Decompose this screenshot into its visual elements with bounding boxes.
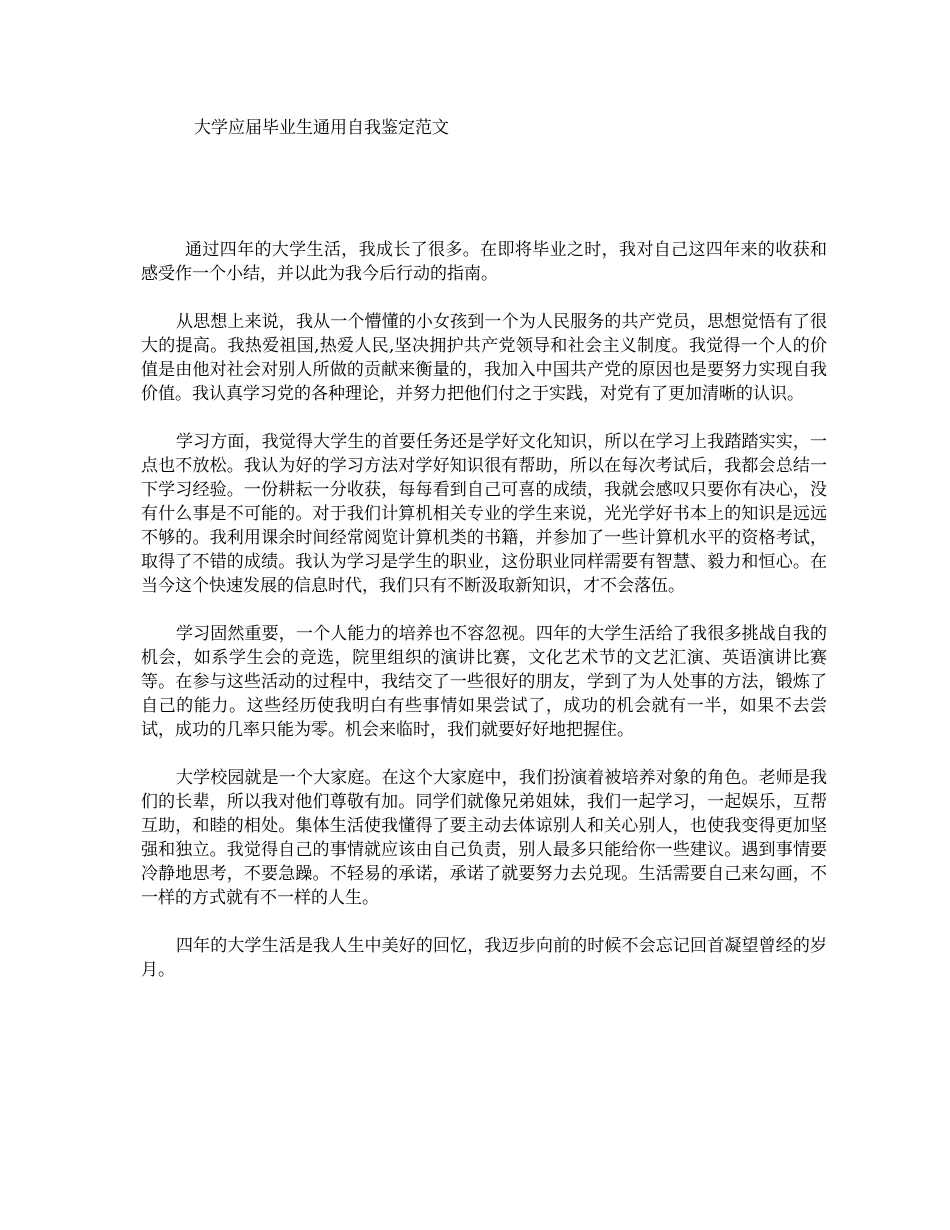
paragraph-intro: 通过四年的大学生活，我成长了很多。在即将毕业之时，我对自己这四年来的收获和感受作一个小结，并以此为我今后行动的指南。 — [141, 240, 827, 284]
paragraph-ability: 学习固然重要，一个人能力的培养也不容忽视。四年的大学生活给了我很多挑战自我的机会，如系学生会的竞选，院里组织的演讲比赛，文化艺术节的文艺汇演、英语演讲比赛等。在参与这些活动的过程中，我结交了一些很好的朋友，学到了为人处事的方法，锻炼了自己的能力。这些经历使我明白有些事情如果尝试了，成功的机会就有一半，如果不去尝试，成功的几率只能为零。机会来临时，我们就要好好地把握住。 — [141, 624, 827, 740]
paragraph-study: 学习方面，我觉得大学生的首要任务还是学好文化知识，所以在学习上我踏踏实实，一点也不放松。我认为好的学习方法对学好知识很有帮助，所以在每次考试后，我都会总结一下学习经验。一份耕耘一分收获，每每看到自己可喜的成绩，我就会感叹只要你有决心，没有什么事是不可能的。对于我们计算机相关专业的学生来说，光光学好书本上的知识是远远不够的。我利用课余时间经常阅览计算机类的书籍，并参加了一些计算机水平的资格考试，取得了不错的成绩。我认为学习是学生的职业，这份职业同样需要有智慧、毅力和恒心。在当今这个快速发展的信息时代，我们只有不断汲取新知识，才不会落伍。 — [141, 432, 827, 596]
paragraph-campus-life: 大学校园就是一个大家庭。在这个大家庭中，我们扮演着被培养对象的角色。老师是我们的长辈，所以我对他们尊敬有加。同学们就像兄弟姐妹，我们一起学习，一起娱乐，互帮互助，和睦的相处。集体生活使我懂得了要主动去体谅别人和关心别人，也使我变得更加坚强和独立。我觉得自己的事情就应该由自己负责，别人最多只能给你一些建议。遇到事情要冷静地思考，不要急躁。不轻易的承诺，承诺了就要努力去兑现。生活需要自己来勾画，不一样的方式就有不一样的人生。 — [141, 768, 827, 908]
document-body — [141, 238, 827, 1006]
paragraph-conclusion: 四年的大学生活是我人生中美好的回忆，我迈步向前的时候不会忘记回首凝望曾经的岁月。 — [141, 936, 827, 980]
paragraph-ideology: 从思想上来说，我从一个懵懂的小女孩到一个为人民服务的共产党员，思想觉悟有了很大的提高。我热爱祖国,热爱人民,坚决拥护共产党领导和社会主义制度。我觉得一个人的价值是由他对社会对别人所做的贡献来衡量的，我加入中国共产党的原因也是要努力实现自我价值。我认真学习党的各种理论，并努力把他们付之于实践，对党有了更加清晰的认识。 — [141, 312, 827, 404]
document-title: 大学应届毕业生通用自我鉴定范文 — [194, 118, 449, 138]
